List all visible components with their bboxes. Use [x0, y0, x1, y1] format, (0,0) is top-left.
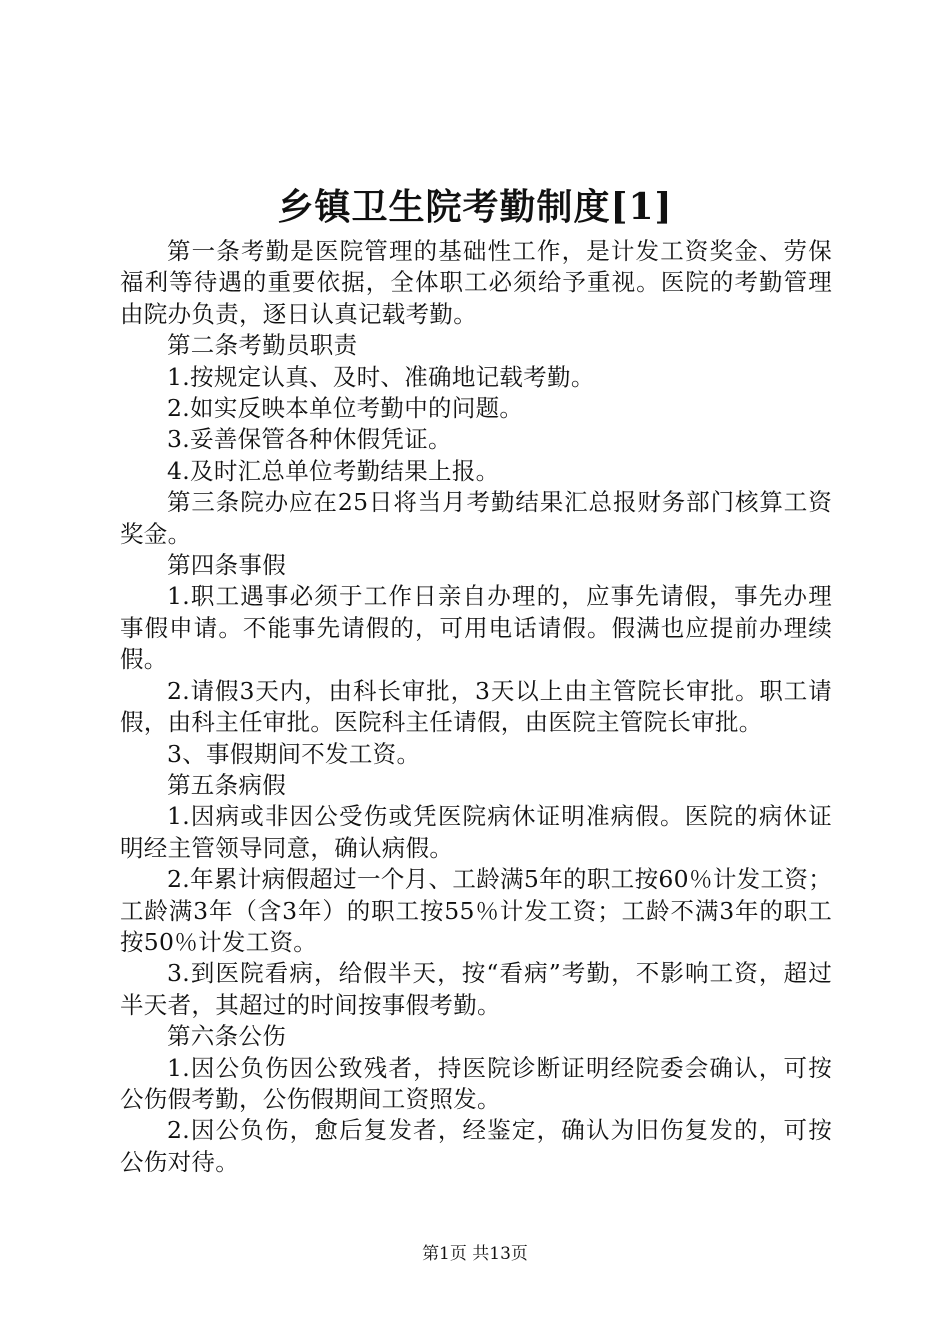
document-title: 乡镇卫生院考勤制度[1] — [277, 186, 673, 228]
paragraph-article-2-heading: 第二条考勤员职责 — [167, 331, 358, 360]
paragraph-article-4-item-1: 1.职工遇事必须于工作日亲自办理的，应事先请假，事先办理事假申请。不能事先请假的，可用电话请假。假满也应提前办理续假。 — [120, 582, 832, 674]
paragraph-article-6-item-1: 1.因公负伤因公致残者，持医院诊断证明经院委会确认，可按公伤假考勤，公伤假期间工资照发。 — [120, 1053, 832, 1113]
paragraph-article-2-item-4: 4.及时汇总单位考勤结果上报。 — [167, 456, 500, 485]
paragraph-article-2-item-1: 1.按规定认真、及时、准确地记载考勤。 — [167, 362, 595, 391]
paragraph-article-5-item-3: 3.到医院看病，给假半天，按“看病”考勤，不影响工资，超过半天者，其超过的时间按事假考勤。 — [120, 959, 832, 1019]
paragraph-article-2-item-3: 3.妥善保管各种休假凭证。 — [167, 425, 452, 454]
paragraph-article-1: 第一条考勤是医院管理的基础性工作，是计发工资奖金、劳保福利等待遇的重要依据，全体职工必须给予重视。医院的考勤管理由院办负责，逐日认真记载考勤。 — [120, 237, 832, 328]
paragraph-article-4-item-2: 2.请假3天内，由科长审批，3天以上由主管院长审批。职工请假，由科主任审批。医院科主任请假，由医院主管院长审批。 — [120, 676, 832, 737]
paragraph-article-5-item-2: 2.年累计病假超过一个月、工龄满5年的职工按60％计发工资；工龄满3年（含3年）的职工按55％计发工资；工龄不满3年的职工按50％计发工资。 — [120, 865, 832, 956]
paragraph-article-4-item-3: 3、事假期间不发工资。 — [167, 739, 421, 768]
page-number-footer: 第1页 共13页 — [422, 1244, 528, 1264]
paragraph-article-4-heading: 第四条事假 — [167, 551, 286, 580]
paragraph-article-5-item-1: 1.因病或非因公受伤或凭医院病休证明准病假。医院的病休证明经主管领导同意，确认病假。 — [120, 802, 832, 862]
paragraph-article-6-heading: 第六条公伤 — [167, 1022, 286, 1051]
document-body — [120, 236, 832, 1178]
paragraph-article-5-heading: 第五条病假 — [167, 770, 286, 799]
paragraph-article-6-item-2: 2.因公负伤，愈后复发者，经鉴定，确认为旧伤复发的，可按公伤对待。 — [120, 1116, 832, 1176]
paragraph-article-3: 第三条院办应在25日将当月考勤结果汇总报财务部门核算工资奖金。 — [120, 488, 832, 548]
paragraph-article-2-item-2: 2.如实反映本单位考勤中的问题。 — [167, 394, 524, 423]
